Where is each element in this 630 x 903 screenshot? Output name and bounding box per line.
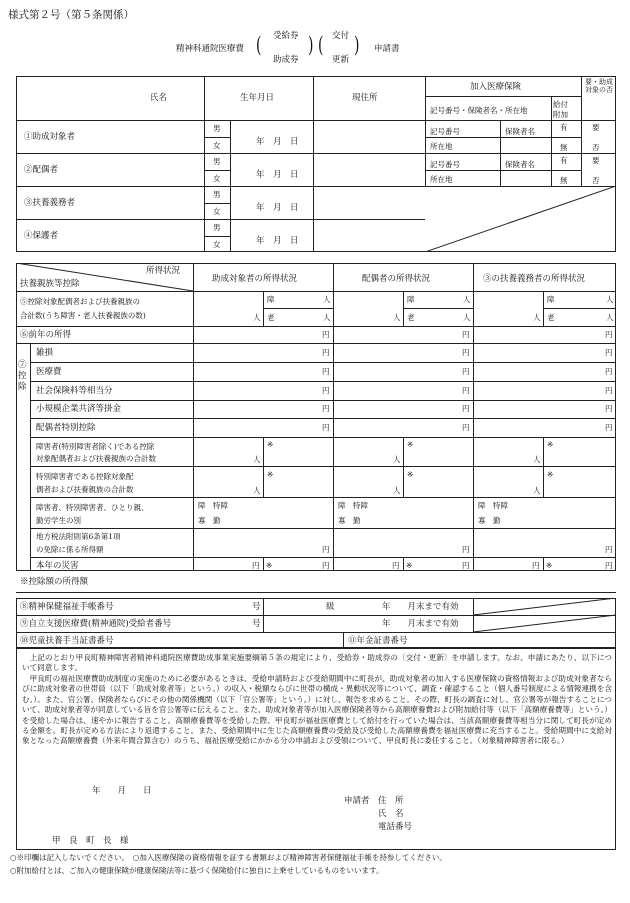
- row5-nin-1: 人: [253, 313, 261, 322]
- not-2[interactable]: 否: [592, 176, 600, 185]
- row5-sho-nin-2: 人: [463, 295, 471, 304]
- hoken-1: 保険者名: [505, 127, 535, 136]
- yen-1-6: 円: [322, 423, 330, 432]
- date-line[interactable]: 年 月 日: [92, 786, 152, 796]
- dis-nin-1: 人: [253, 455, 261, 464]
- col-header-2: 配偶者の所得状況: [362, 274, 431, 284]
- yen-3-7: 円: [605, 545, 613, 554]
- row5-sho-2: 障: [407, 295, 415, 304]
- brace-left-1: (: [256, 34, 262, 58]
- cert-until-8: 年 月末まで有効: [382, 602, 459, 612]
- row-label-1: ①助成対象者: [24, 132, 76, 142]
- row5-sho-nin-3: 人: [606, 295, 614, 304]
- header-name: 氏名: [150, 93, 168, 103]
- sp-nin-3: 人: [533, 486, 541, 495]
- sub-row-2: 医療費: [36, 367, 62, 377]
- disaster-yen2-1: 円: [322, 561, 330, 570]
- brace-left-2: (: [318, 34, 324, 58]
- row5-nin-2: 人: [393, 313, 401, 322]
- dis-kome-2: ※: [407, 440, 414, 449]
- dob-2[interactable]: 年 月 日: [256, 170, 299, 180]
- yen-2-3: 円: [462, 367, 470, 376]
- wid-v1-1[interactable]: 障 特障: [198, 501, 228, 510]
- title-suffix: 申請書: [374, 44, 400, 54]
- disaster-yen2-3: 円: [605, 561, 613, 570]
- yen-1-5: 円: [322, 404, 330, 413]
- yes-2[interactable]: 有: [560, 156, 568, 165]
- cert-row10-label: ⑩児童扶養手当証書番号: [20, 636, 114, 646]
- corner-bottom: 扶養親族等控除: [20, 279, 80, 289]
- yen-1-3: 円: [322, 367, 330, 376]
- wid-v1-3[interactable]: 障 特障: [478, 501, 508, 510]
- row6-label: ⑥前年の所得: [20, 330, 72, 340]
- sub-row-3: 社会保険料等相当分: [36, 386, 113, 396]
- yen-2-2: 円: [462, 348, 470, 357]
- header-insurance: 加入医療保険: [470, 82, 522, 92]
- male-1[interactable]: 男: [213, 124, 221, 133]
- yen-3-4: 円: [605, 386, 613, 395]
- title-prefix: 精神科通院医療費: [176, 44, 245, 54]
- yen-2-1: 円: [462, 330, 470, 339]
- yen-1-1: 円: [322, 330, 330, 339]
- row5-label-1: ⑤控除対象配偶者および扶養親族の: [20, 297, 140, 306]
- row5-label-2: 合計数(うち障害・老人扶養親族の数): [20, 311, 146, 320]
- col-header-3: ③の扶養義務者の所得状況: [483, 274, 586, 284]
- wid-v1-2[interactable]: 障 特障: [338, 501, 368, 510]
- yen-3-1: 円: [605, 330, 613, 339]
- female-4[interactable]: 女: [213, 240, 221, 249]
- header-address: 現住所: [352, 93, 378, 103]
- income-table: [16, 263, 616, 571]
- header-dob: 生年月日: [240, 93, 275, 103]
- yes-1[interactable]: 有: [560, 123, 568, 132]
- disaster-label: 本年の災害: [36, 561, 79, 571]
- row7-label: ⑦控除: [18, 360, 27, 392]
- row5-rou-nin-1: 人: [323, 313, 331, 322]
- cert-diagonal: [473, 598, 616, 632]
- dis-kome-1: ※: [267, 440, 274, 449]
- shozai-2: 所在地: [430, 175, 453, 184]
- yen-3-6: 円: [605, 423, 613, 432]
- dob-4[interactable]: 年 月 日: [256, 236, 299, 246]
- wid-v2-1[interactable]: 寡 勤: [198, 516, 221, 525]
- brace-right-1: ): [308, 34, 314, 58]
- row5-rou-nin-2: 人: [463, 313, 471, 322]
- wid-v2-3[interactable]: 寡 勤: [478, 516, 501, 525]
- applicant-address[interactable]: 住 所: [378, 796, 404, 806]
- tax-label-2: の免除に係る所得額: [36, 545, 104, 554]
- declaration-p2: 甲良町の福祉医療費助成制度の実施のために必要があるときは、受給申請時および受給期間中に町長が、助成対象者の加入する医療保険の資格情報および助成対象者ならびに助成対象者の世帯員（以下「助成対象者等」という。）の収入・税額ならびに世帯の構成・異動状況等について、調査・確認すること（個人番号制度による情報連携を含む。）。また、官公署、保険者ならびにその他の関係機関（以下「官公署等」という。）に対し、報告を求めること。その際、町長の調査に対し、官公署等が報告することについて、助成対象者等が同意している旨を官公署等に伝えること。また、助成対象者等が加入医療保険者等から高額療養費および附加給付等（以下「高額療養費等」という。）を受給した場合は、速やかに報告すること。高額療養費等を受給した際、甲良町が福祉医療費として給付を行っていた場合は、当該高額療養費等相当分に関して町長が定める金額を、町長が定める方法により返還すること。また、受給期間中に生じた高額療養費の受給及び受給した高額療養費を福祉医療費に充当すること。受給期間中に支給対象となった高額療養費（外来年間合算含む）のうち、福祉医療受給にかかる分の申請および受領について、甲良町長に委任すること。（対象精神障害者に限る。）: [22, 674, 612, 746]
- opt-koushin: 更新: [332, 55, 350, 65]
- yen-2-4: 円: [462, 386, 470, 395]
- disaster-kome-3: ※: [546, 561, 553, 570]
- yen-2-5: 円: [462, 404, 470, 413]
- wid-label-2: 勤労学生の別: [36, 516, 81, 525]
- dob-1[interactable]: 年 月 日: [256, 137, 299, 147]
- opt-koufu: 交付: [332, 31, 350, 41]
- hoken-2: 保険者名: [505, 160, 535, 169]
- row-label-3: ③扶養義務者: [24, 198, 76, 208]
- no-1[interactable]: 無: [560, 143, 568, 152]
- row5-rou-2: 老: [407, 313, 415, 322]
- corner-top: 所得状況: [146, 266, 181, 276]
- row-label-4: ④保護者: [24, 231, 59, 241]
- cert-row9-label: ⑨自立支援医療費(精神通院)受給者番号: [20, 619, 172, 629]
- yen-2-6: 円: [462, 423, 470, 432]
- cert-row8-label: ⑧精神保健福祉手帳番号: [20, 602, 114, 612]
- row5-rou-nin-3: 人: [606, 313, 614, 322]
- yen-3-3: 円: [605, 367, 613, 376]
- dis-label-2: 対象配偶者および扶養親族の合計数: [36, 454, 156, 463]
- sp-kome-2: ※: [407, 470, 414, 479]
- header-insurance-sub: 記号番号・保険者名・所在地: [430, 106, 528, 115]
- row5-sho-1: 障: [267, 295, 275, 304]
- male-2[interactable]: 男: [213, 157, 221, 166]
- cert-until-9: 年 月末まで有効: [382, 619, 459, 629]
- sp-label-2: 偶者および扶養親族の合計数: [36, 485, 134, 494]
- row5-rou-3: 老: [547, 313, 555, 322]
- female-2[interactable]: 女: [213, 174, 221, 183]
- sp-kome-1: ※: [267, 470, 274, 479]
- dob-3[interactable]: 年 月 日: [256, 203, 299, 213]
- yen-3-5: 円: [605, 404, 613, 413]
- dis-label-1: 障害者(特別障害者除く)である控除: [36, 442, 155, 451]
- brace-right-2: ): [354, 34, 360, 58]
- dis-kome-3: ※: [547, 440, 554, 449]
- row5-nin-3: 人: [533, 313, 541, 322]
- dis-nin-2: 人: [393, 455, 401, 464]
- addressee: 甲 良 町 長 様: [52, 836, 129, 846]
- yen-2-7: 円: [462, 545, 470, 554]
- req-1[interactable]: 要: [592, 123, 600, 132]
- row5-sho-nin-1: 人: [323, 295, 331, 304]
- opt-joseiken: 助成券: [273, 55, 299, 65]
- female-1[interactable]: 女: [213, 141, 221, 150]
- kigou-1: 記号番号: [430, 127, 460, 136]
- sp-label-1: 特別障害者である控除対象配: [36, 472, 134, 481]
- cert-go-9: 号: [252, 619, 261, 629]
- disaster-yen-1: 円: [252, 561, 260, 570]
- note-2: ○附加給付とは、ご加入の健康保険が健康保険法等に基づく保険給付に独自に上乗せしているものをいいます。: [10, 866, 384, 875]
- dis-nin-3: 人: [533, 455, 541, 464]
- disaster-yen2-2: 円: [462, 561, 470, 570]
- sp-nin-2: 人: [393, 486, 401, 495]
- yen-1-4: 円: [322, 386, 330, 395]
- sub-row-5: 配偶者特別控除: [36, 423, 96, 433]
- cert-row11-label: ⑪年金証書番号: [348, 636, 408, 646]
- disaster-yen-3: 円: [532, 561, 540, 570]
- yen-1-7: 円: [322, 545, 330, 554]
- diagonal-slash: [425, 186, 616, 252]
- col-header-1: 助成対象者の所得状況: [212, 274, 298, 284]
- row-label-2: ②配偶者: [24, 165, 59, 175]
- row5-rou-1: 老: [267, 313, 275, 322]
- disaster-kome-2: ※: [406, 561, 413, 570]
- no-2[interactable]: 無: [560, 176, 568, 185]
- yen-1-2: 円: [322, 348, 330, 357]
- kigou-2: 記号番号: [430, 160, 460, 169]
- deduct-label: ※控除額の所得額: [20, 577, 89, 587]
- sp-kome-3: ※: [547, 470, 554, 479]
- male-4[interactable]: 男: [213, 223, 221, 232]
- wid-label-1: 障害者、特別障害者、ひとり親、: [36, 503, 149, 512]
- female-3[interactable]: 女: [213, 207, 221, 216]
- sub-row-4: 小規模企業共済等掛金: [36, 404, 122, 414]
- cert-go-8: 号: [252, 602, 261, 612]
- header-fuka-1: 給付: [553, 100, 568, 109]
- req-2[interactable]: 要: [592, 156, 600, 165]
- sub-row-1: 雑損: [36, 348, 54, 358]
- note-1: ○※印欄は記入しないでください。 ○加入医療保険の資格情報を証する書類および精神障害者保健福祉手帳を持参してください。: [10, 853, 447, 862]
- disaster-kome-1: ※: [266, 561, 273, 570]
- disaster-yen-2: 円: [392, 561, 400, 570]
- header-target: 要・助成対象の否: [585, 78, 613, 94]
- male-3[interactable]: 男: [213, 190, 221, 199]
- sp-nin-1: 人: [253, 486, 261, 495]
- applicant-label: 申請者: [344, 796, 370, 806]
- yen-3-2: 円: [605, 348, 613, 357]
- not-1[interactable]: 否: [592, 143, 600, 152]
- row5-sho-3: 障: [547, 295, 555, 304]
- wid-v2-2[interactable]: 寡 勤: [338, 516, 361, 525]
- opt-jukyuken: 受給券: [273, 31, 299, 41]
- applicant-phone[interactable]: 電話番号: [378, 822, 413, 832]
- header-fuka-2: 附加: [553, 110, 568, 119]
- shozai-1: 所在地: [430, 142, 453, 151]
- form-number: 様式第２号（第５条関係）: [8, 9, 134, 21]
- applicant-name[interactable]: 氏 名: [378, 809, 404, 819]
- cert-kyu: 級: [326, 602, 335, 612]
- tax-label-1: 地方税法附則第6条第1項: [36, 532, 121, 541]
- declaration-p1: 上記のとおり甲良町精神障害者精神科通院医療費助成事業実施要綱第５条の規定により、受給券・助成券の〔交付・更新〕を申請します。なお、申請にあたり、以下について同意します。: [22, 653, 612, 673]
